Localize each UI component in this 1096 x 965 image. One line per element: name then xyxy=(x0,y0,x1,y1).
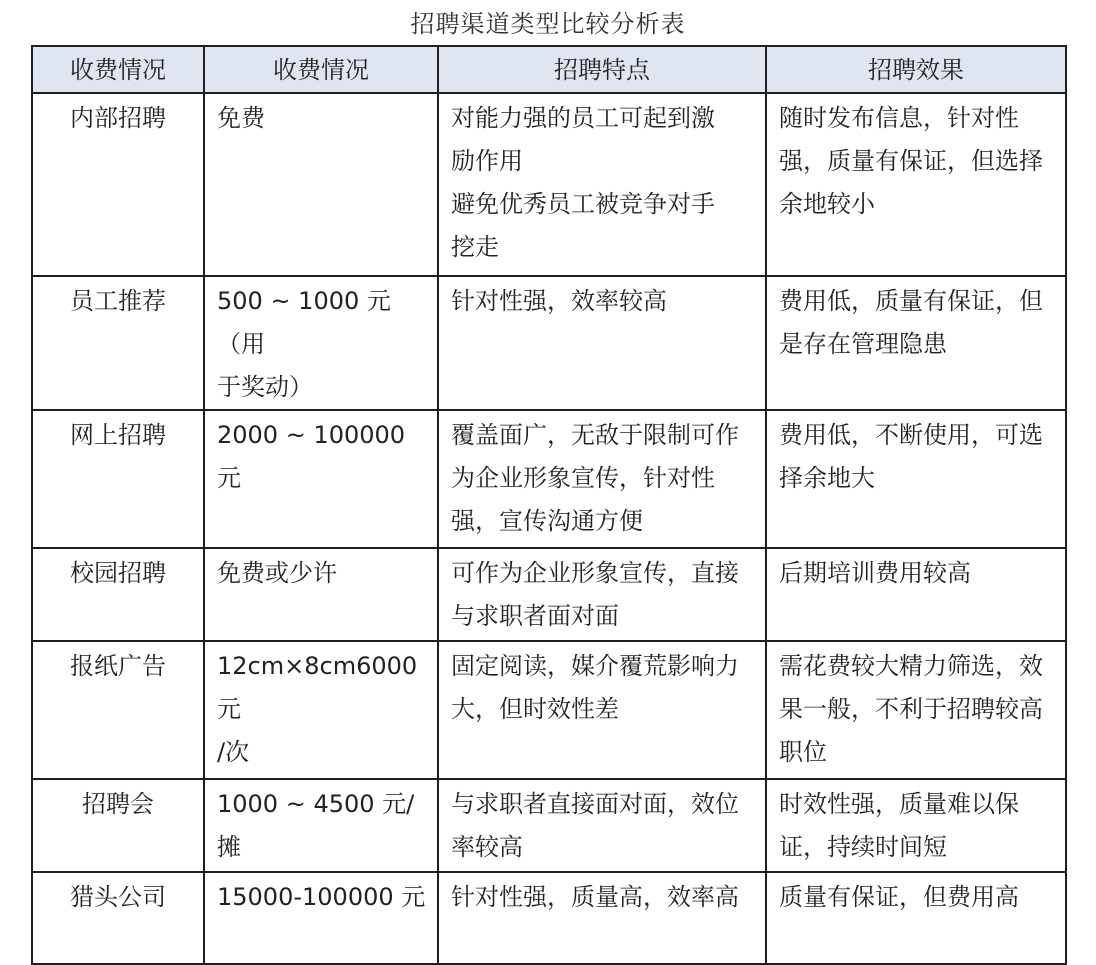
cell-line: 择余地大 xyxy=(779,464,875,492)
cell-line: 职位 xyxy=(779,738,827,766)
channel-cell: 报纸广告 xyxy=(32,641,204,779)
cell-line: 率较高 xyxy=(451,833,523,861)
effect-cell xyxy=(766,641,1066,779)
cell-line: 对能力强的员工可起到激 xyxy=(451,104,715,132)
cell-line: 针对性强，效率较高 xyxy=(451,287,667,315)
channel-cell: 校园招聘 xyxy=(32,548,204,641)
cell-line: 励作用 xyxy=(451,147,523,175)
cell-line: 2000 ~ 100000 元 xyxy=(217,421,406,492)
cost-cell xyxy=(204,410,438,548)
cost-cell xyxy=(204,872,438,964)
cell-line: 可作为企业形象宣传，直接 xyxy=(451,559,739,587)
features-cell xyxy=(438,93,766,276)
cell-line: 强，宣传沟通方便 xyxy=(451,507,643,535)
cell-line: 固定阅读，媒介覆荒影响力 xyxy=(451,652,739,680)
cost-cell xyxy=(204,779,438,872)
table-row xyxy=(32,410,1066,548)
cell-line: 避免优秀员工被竞争对手 xyxy=(451,190,715,218)
cell-line: 费用低，质量有保证，但 xyxy=(779,287,1043,315)
table-row xyxy=(32,872,1066,964)
channel-cell: 内部招聘 xyxy=(32,93,204,276)
effect-cell xyxy=(766,548,1066,641)
cell-line: 免费或少许 xyxy=(217,559,337,587)
cell-line: 挖走 xyxy=(451,233,499,261)
features-cell xyxy=(438,641,766,779)
channel-cell: 员工推荐 xyxy=(32,276,204,410)
features-cell xyxy=(438,872,766,964)
table-header-row xyxy=(32,46,1066,93)
cell-line: 费用低，不断使用，可选 xyxy=(779,421,1043,449)
cell-line: 质量有保证，但费用高 xyxy=(779,883,1019,911)
cell-line: 后期培训费用较高 xyxy=(779,559,971,587)
cell-line: /次 xyxy=(217,738,250,766)
features-cell xyxy=(438,276,766,410)
effect-cell xyxy=(766,276,1066,410)
column-header-features: 招聘特点 xyxy=(438,46,766,93)
cell-line: 于奖动） xyxy=(217,373,313,401)
cell-line: 1000 ~ 4500 元/摊 xyxy=(217,790,415,861)
cost-cell xyxy=(204,641,438,779)
table-row xyxy=(32,641,1066,779)
channel-cell: 猎头公司 xyxy=(32,872,204,964)
table-title: 招聘渠道类型比较分析表 xyxy=(410,10,686,38)
table-row xyxy=(32,548,1066,641)
cell-line: 随时发布信息，针对性 xyxy=(779,104,1019,132)
effect-cell xyxy=(766,410,1066,548)
effect-cell xyxy=(766,779,1066,872)
table-row xyxy=(32,93,1066,276)
channel-cell: 招聘会 xyxy=(32,779,204,872)
cell-line: 需花费较大精力筛选，效 xyxy=(779,652,1043,680)
cell-line: 与求职者直接面对面，效位 xyxy=(451,790,739,818)
cost-cell xyxy=(204,548,438,641)
cell-line: 强，质量有保证，但选择 xyxy=(779,147,1043,175)
effect-cell xyxy=(766,93,1066,276)
cell-line: 余地较小 xyxy=(779,190,875,218)
cell-line: 覆盖面广，无敌于限制可作 xyxy=(451,421,739,449)
cost-cell xyxy=(204,93,438,276)
effect-cell xyxy=(766,872,1066,964)
cell-line: 证，持续时间短 xyxy=(779,833,947,861)
cell-line: 是存在管理隐患 xyxy=(779,330,947,358)
cell-line: 500 ~ 1000 元（用 xyxy=(217,287,391,358)
column-header-cost: 收费情况 xyxy=(204,46,438,93)
features-cell xyxy=(438,548,766,641)
table-row xyxy=(32,779,1066,872)
cell-line: 15000-100000 元 xyxy=(217,883,426,911)
table-row xyxy=(32,276,1066,410)
cell-line: 时效性强，质量难以保 xyxy=(779,790,1019,818)
features-cell xyxy=(438,779,766,872)
cell-line: 针对性强，质量高，效率高 xyxy=(451,883,739,911)
cell-line: 与求职者面对面 xyxy=(451,602,619,630)
cell-line: 免费 xyxy=(217,104,265,132)
cell-line: 为企业形象宣传，针对性 xyxy=(451,464,715,492)
cell-line: 大，但时效性差 xyxy=(451,695,619,723)
cell-line: 果一般，不利于招聘较高 xyxy=(779,695,1043,723)
cell-line: 12cm×8cm6000 元 xyxy=(217,652,418,723)
cost-cell xyxy=(204,276,438,410)
column-header-channel: 收费情况 xyxy=(32,46,204,93)
features-cell xyxy=(438,410,766,548)
channel-cell: 网上招聘 xyxy=(32,410,204,548)
column-header-effect: 招聘效果 xyxy=(766,46,1066,93)
comparison-table xyxy=(31,45,1067,965)
